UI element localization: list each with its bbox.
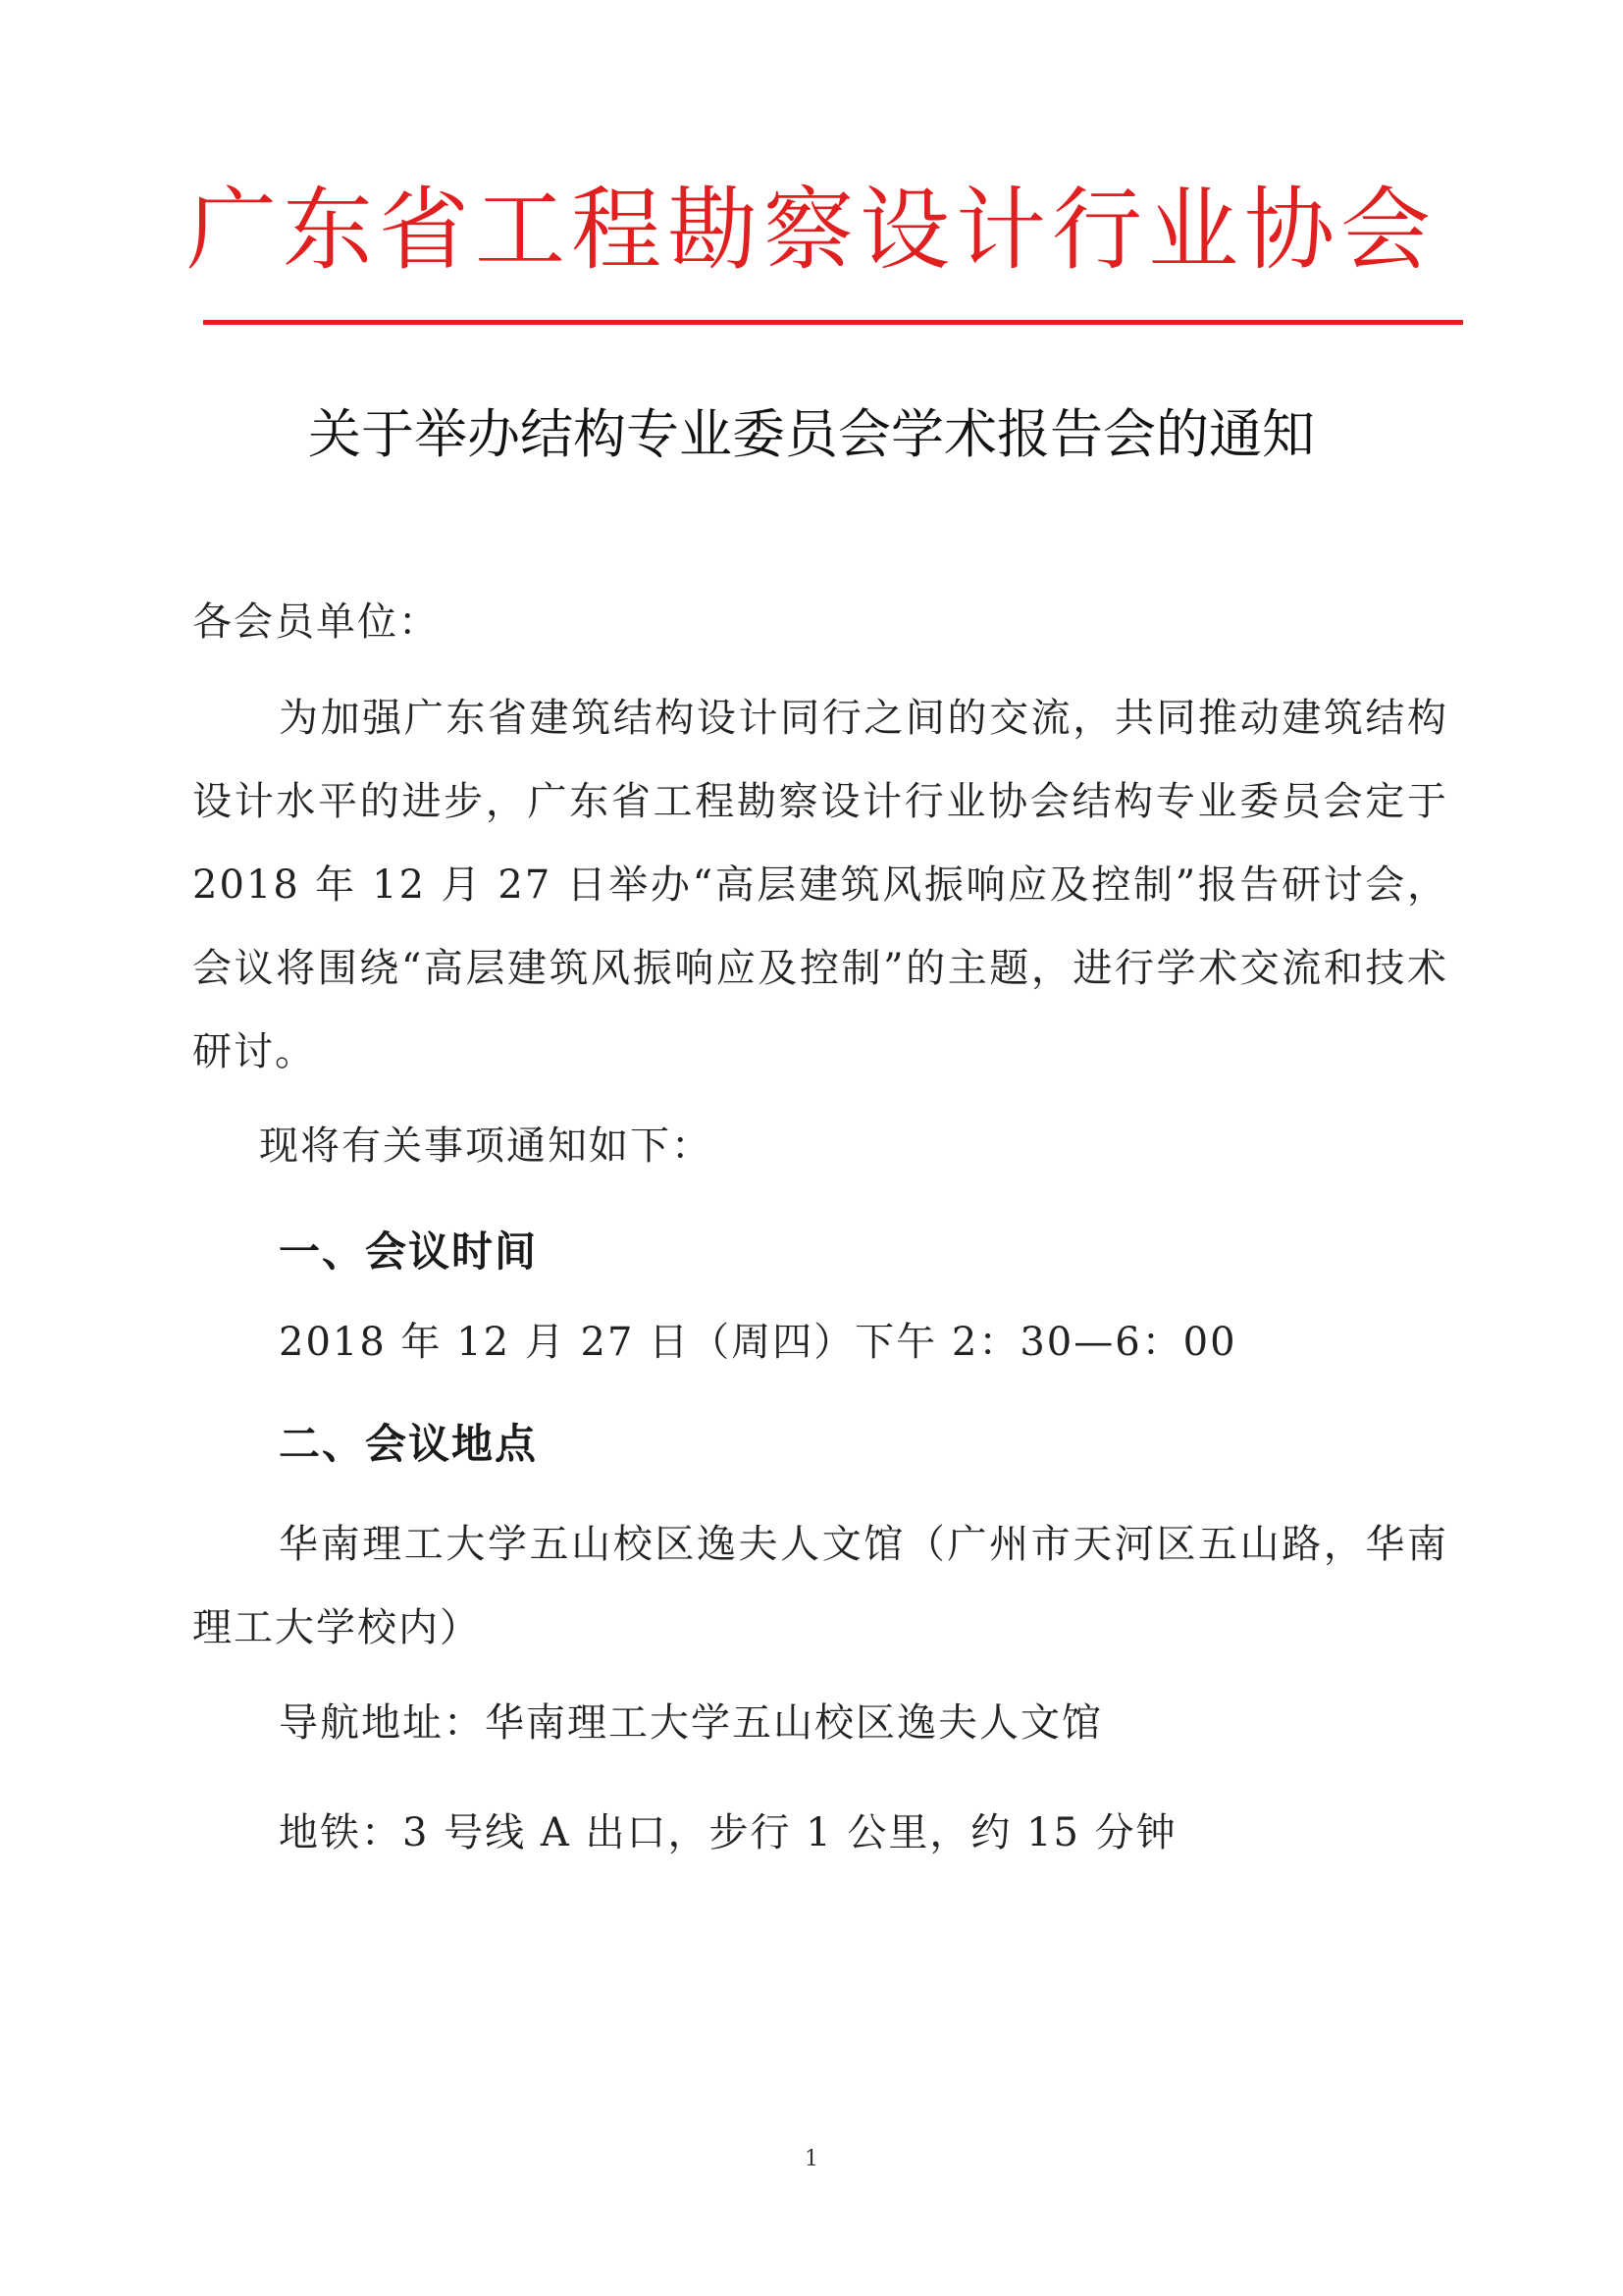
section-heading-time: 一、会议时间 xyxy=(279,1227,539,1276)
meeting-venue: 华南理工大学五山校区逸夫人文馆（广州市天河区五山路，华南理工大学校内） xyxy=(192,1522,1448,1650)
body-paragraph: 为加强广东省建筑结构设计同行之间的交流，共同推动建筑结构设计水平的进步，广东省工程勘察设计行业协会结构专业委员会定于 2018 年 12 月 27 日举办“高层建筑风振响应及控制”报告研讨会，会议将围绕“高层建筑风振响应及控制”的主题，进行学术交流和技术研讨。 xyxy=(192,696,1448,1074)
intro-line: 现将有关事项通知如下： xyxy=(259,1123,712,1169)
page-number: 1 xyxy=(805,2147,818,2171)
meeting-time: 2018 年 12 月 27 日（周四）下午 2：30—6：00 xyxy=(279,1320,1237,1365)
metro-directions: 地铁：3 号线 A 出口，步行 1 公里，约 15 分钟 xyxy=(279,1810,1178,1855)
document-title: 关于举办结构专业委员会学术报告会的通知 xyxy=(308,403,1315,465)
navigation-address: 导航地址：华南理工大学五山校区逸夫人文馆 xyxy=(279,1700,1103,1746)
section-heading-venue: 二、会议地点 xyxy=(279,1420,539,1468)
header-divider xyxy=(203,320,1463,325)
salutation: 各会员单位： xyxy=(192,600,440,645)
organization-header: 广东省工程勘察设计行业协会 xyxy=(185,178,1437,283)
